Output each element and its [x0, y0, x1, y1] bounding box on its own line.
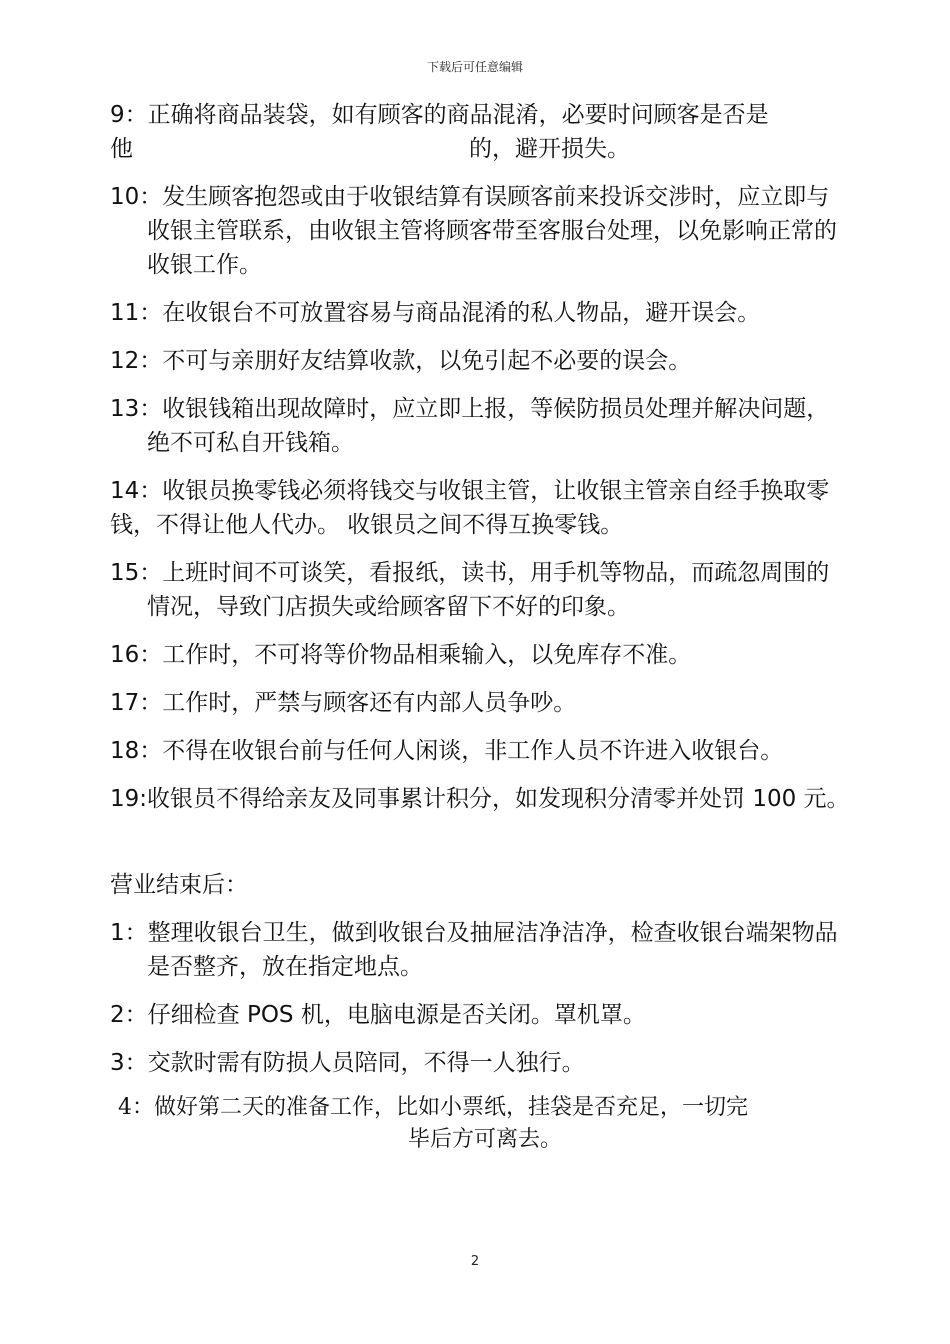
- list-item-9-line1: 9：正确将商品装袋，如有顾客的商品混淆，必要时问顾客是否是: [110, 102, 769, 128]
- closing-item-4-line1: 4：做好第二天的准备工作，比如小票纸，挂袋是否充足，一切完: [118, 1095, 748, 1120]
- list-item-15: 15：上班时间不可谈笑，看报纸，读书，用手机等物品，而疏忽周围的情况，导致门店损失或给顾客留下不好的印象。: [110, 560, 830, 620]
- closing-item-2: 2：仔细检查 POS 机，电脑电源是否关闭。罩机罩。: [110, 1002, 646, 1028]
- list-item-13: 13：收银钱箱出现故障时，应立即上报，等候防损员处理并解决问题，绝不可私自开钱箱。: [110, 396, 830, 456]
- list-item-9-line2a: 他: [110, 136, 133, 162]
- closing-item-3: 3：交款时需有防损人员陪同，不得一人独行。: [110, 1050, 585, 1076]
- list-item-9: [110, 98, 850, 166]
- list-item-18: 18：不得在收银台前与任何人闲谈，非工作人员不许进入收银台。: [110, 738, 784, 764]
- page-header: 下载后可任意编辑: [426, 60, 523, 74]
- page-number: 2: [470, 1254, 480, 1269]
- list-item-11: 11：在收银台不可放置容易与商品混淆的私人物品，避开误会。: [110, 300, 761, 326]
- list-item-19: 19:收银员不得给亲友及同事累计积分，如发现积分清零并处罚 100 元。: [110, 786, 850, 812]
- closing-item-4: [110, 1092, 850, 1156]
- document-body: [110, 98, 850, 1170]
- section-title: 营业结束后：: [110, 872, 248, 898]
- list-item-16: 16：工作时，不可将等价物品相乘输入，以免库存不准。: [110, 642, 692, 668]
- list-item-10: 10：发生顾客抱怨或由于收银结算有误顾客前来投诉交涉时，应立即与收银主管联系，由收银主管将顾客带至客服台处理，以免影响正常的收银工作。: [110, 184, 837, 278]
- list-item-9-line2b: 的，避开损失。: [469, 136, 630, 162]
- list-item-14: 14：收银员换零钱必须将钱交与收银主管，让收银主管亲自经手换取零钱，不得让他人代办。 收银员之间不得互换零钱。: [110, 478, 830, 538]
- list-item-12: 12：不可与亲朋好友结算收款，以免引起不必要的误会。: [110, 348, 692, 374]
- closing-item-1: 1：整理收银台卫生，做到收银台及抽屉洁净洁净，检查收银台端架物品是否整齐，放在指定地点。: [110, 920, 838, 980]
- closing-item-4-line2: 毕后方可离去。: [407, 1127, 562, 1152]
- list-item-17: 17：工作时，严禁与顾客还有内部人员争吵。: [110, 690, 577, 716]
